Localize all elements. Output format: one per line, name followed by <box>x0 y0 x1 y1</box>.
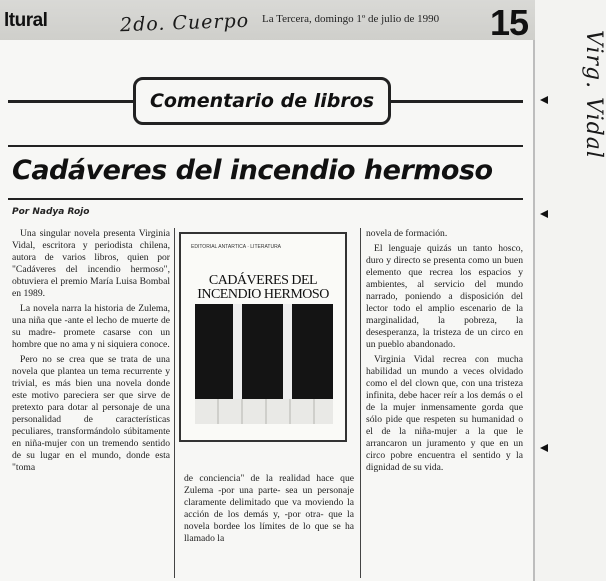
paragraph: El lenguaje quizás un tanto hosco, duro y directo se presenta como un buen elemento que recrea los espacios y ambientes, al servicio del mundo narrado, poniendo a disposición del lector todo el amplio escenario de la marginalidad, la pobreza, la desesperanza, la tristeza de un circo en un pueblo abandonado. <box>366 243 523 350</box>
article-byline: Por Nadya Rojo <box>12 207 90 217</box>
cover-series-text: EDITORIAL ANTARTICA · LITERATURA <box>191 244 282 250</box>
article-column-1 <box>12 228 170 578</box>
column-divider <box>360 228 361 578</box>
banner-label: Comentario de libros <box>149 90 375 112</box>
cover-art-bar <box>233 304 242 399</box>
cover-footer-pattern <box>195 399 333 424</box>
margin-marker <box>540 96 548 104</box>
book-cover-image <box>179 232 347 442</box>
margin-marker <box>540 444 548 452</box>
paragraph: Una singular novela presenta Virginia Vidal, escritora y periodista chilena, autora de varios libros, quien por "Cadáveres del incendio hermoso", obtuviera el premio María Luisa Bombal en 1989. <box>12 228 170 299</box>
margin-marker <box>540 210 548 218</box>
paragraph: Pero no se crea que se trata de una novela que plantea un tema recurrente y trivial, es más bien una novela donde este motivo pareciera ser que sirve de pretexto para dotar al personaje de una personalidad de características peculiares, transformándolo súbitamente en niña-mujer con un tremendo sentido de su lugar en el mundo, donde esta "toma <box>12 354 170 473</box>
cover-art-bar <box>283 304 292 399</box>
cover-title-line: CADÁVERES DEL <box>208 273 318 288</box>
section-name: ltural <box>4 10 48 31</box>
column-divider <box>174 228 175 578</box>
dateline: La Tercera, domingo 1º de julio de 1990 <box>262 13 440 25</box>
cover-artwork <box>195 304 333 399</box>
section-banner <box>133 77 391 125</box>
banner-rule-left <box>8 100 133 103</box>
headline-top-rule <box>8 145 523 147</box>
cover-title <box>185 274 341 302</box>
paragraph: Virginia Vidal recrea con mucha habilidad un mundo a veces olvidado como el del clown que, con una tristeza infinita, debe hacer reír a los demás o el de la mujer inmensamente gorda que sólo pide que respeten su humanidad o el de la niña-mujer a la que le arrancaron un juramento y que en un circo pobre encuentra el sentido y la dignidad de su vida. <box>366 354 523 473</box>
handwritten-margin-note: Virg. Vidal <box>581 30 606 159</box>
handwritten-annotation: 2do. Cuerpo <box>119 9 250 37</box>
paragraph: de conciencia" de la realidad hace que Zulema -por una parte- sea un personaje claramente delimitado que va moviendo la acción de los demás y, -por otra- que la novela bordee los límites de lo que se ha llamado la <box>184 473 354 544</box>
paragraph: novela de formación. <box>366 228 448 239</box>
article-column-2 <box>184 473 354 578</box>
article-headline: Cadáveres del incendio hermoso <box>12 155 493 186</box>
paragraph: La novela narra la historia de Zulema, una niña que -ante el lecho de muerte de su madre- promete casarse con un hombre que no ama y ni siquiera conoce. <box>12 303 170 350</box>
article-column-3 <box>366 228 523 578</box>
banner-rule-right <box>391 100 523 103</box>
headline-bottom-rule <box>8 198 523 200</box>
page-number: 15 <box>490 2 529 43</box>
cover-title-line: INCENDIO HERMOSO <box>197 287 329 302</box>
